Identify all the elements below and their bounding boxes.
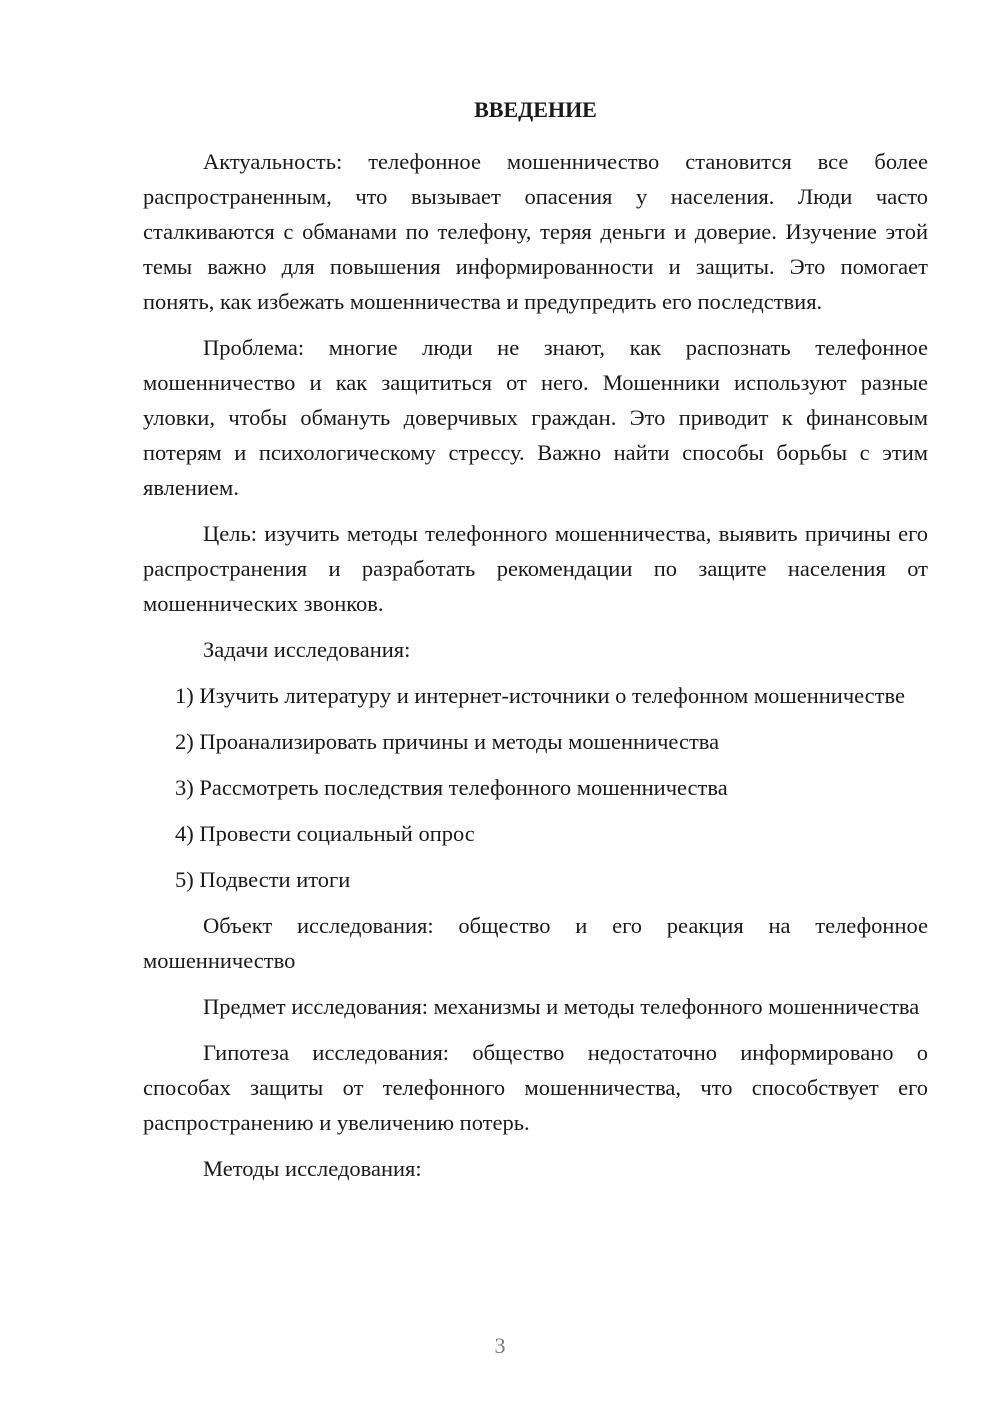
page-number: 3 (494, 1333, 506, 1358)
paragraph-problem: Проблема: многие люди не знают, как распознать телефонное мошенничество и как защититься от него. Мошенники используют разные уловки, чтобы обмануть доверчивых граждан. Это приводит к финансовым потерям и психологическому стрессу. Важно найти способы борьбы с этим явлением. (143, 335, 928, 500)
document-page (143, 92, 928, 1197)
task-item: 5) Подвести итоги (175, 867, 351, 892)
task-item: 4) Провести социальный опрос (175, 821, 475, 846)
task-item: 3) Рассмотреть последствия телефонного мошенничества (175, 775, 728, 800)
task-item: 1) Изучить литературу и интернет-источники о телефонном мошенничестве (175, 683, 905, 708)
paragraph-tasks-heading: Задачи исследования: (203, 637, 411, 662)
paragraph-goal: Цель: изучить методы телефонного мошенничества, выявить причины его распространения и разработать рекомендации по защите населения от мошеннических звонков. (143, 521, 928, 616)
section-title: ВВЕДЕНИЕ (474, 97, 597, 122)
task-item: 2) Проанализировать причины и методы мошенничества (175, 729, 720, 754)
paragraph-hypothesis: Гипотеза исследования: общество недостаточно информировано о способах защиты от телефонного мошенничества, что способствует его распространению и увеличению потерь. (143, 1040, 928, 1135)
paragraph-subject: Предмет исследования: механизмы и методы телефонного мошенничества (203, 994, 920, 1019)
paragraph-relevance: Актуальность: телефонное мошенничество становится все более распространенным, что вызывает опасения у населения. Люди часто сталкиваются с обманами по телефону, теряя деньги и доверие. Изучение этой темы важно для повышения информированности и защиты. Это помогает понять, как избежать мошенничества и предупредить его последствия. (143, 149, 928, 314)
paragraph-methods: Методы исследования: (203, 1156, 422, 1181)
paragraph-object: Объект исследования: общество и его реакция на телефонное мошенничество (143, 913, 928, 973)
